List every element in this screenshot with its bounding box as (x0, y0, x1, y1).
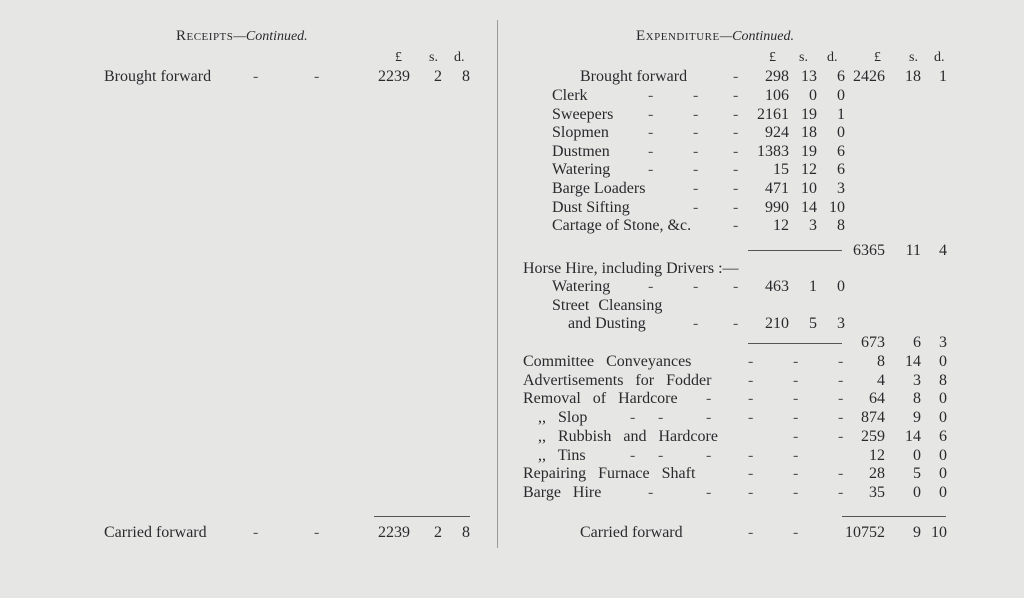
exp-cf-pence: 10 (931, 524, 947, 541)
expense-shillings: 0 (809, 87, 817, 104)
leader-dash: - (733, 278, 739, 295)
item-pounds: 28 (869, 465, 885, 483)
item-pounds: 874 (861, 409, 885, 427)
leader-dash: - (838, 465, 844, 483)
item-shillings: 14 (905, 353, 921, 370)
leader-dash: - (793, 371, 799, 389)
leader-dash: - (648, 161, 654, 179)
receipts-bf-pounds: 2239 (378, 68, 410, 85)
item-pounds: 12 (869, 446, 885, 464)
item-pence: 0 (939, 390, 947, 408)
leader-dash: - (793, 483, 799, 501)
exp-cf-pounds: 10752 (845, 524, 885, 541)
leader-dash: - (838, 353, 844, 370)
and-dusting-label: and Dusting (568, 315, 646, 332)
exp-bf-total-shillings: 18 (905, 68, 921, 85)
item-shillings: 8 (913, 390, 921, 408)
expenditure-carried-forward-label: Carried forward (580, 524, 683, 541)
item-pounds: 259 (861, 427, 885, 445)
item-label: Repairing Furnace Shaft (523, 465, 696, 483)
leader-dash: - (658, 446, 664, 464)
expense-shillings: 18 (801, 124, 817, 142)
horse-watering-label: Watering (552, 278, 611, 295)
leader-dash: - (314, 68, 320, 85)
receipts-rule (374, 516, 470, 517)
expense-label: Dustmen (552, 142, 610, 160)
expenditure-unit-pounds: £ (769, 50, 776, 65)
leader-dash: - (630, 446, 636, 464)
leader-dash: - (253, 68, 259, 85)
leader-dash: - (630, 409, 636, 427)
leader-dash: - (693, 180, 699, 197)
leader-dash: - (648, 278, 654, 295)
expenditure-unit-shillings-total: s. (909, 50, 918, 65)
leader-dash: - (748, 524, 754, 541)
leader-dash: - (748, 446, 754, 464)
group2-total-pence: 3 (939, 334, 947, 351)
item-pounds: 4 (877, 371, 885, 389)
leader-dash: - (793, 390, 799, 408)
receipts-bf-pence: 8 (462, 68, 470, 85)
receipts-cf-pounds: 2239 (378, 524, 410, 541)
item-pounds: 35 (869, 483, 885, 501)
expense-label: Barge Loaders (552, 180, 646, 197)
leader-dash: - (733, 180, 739, 197)
group1-total-shillings: 11 (905, 242, 921, 259)
leader-dash: - (748, 353, 754, 370)
horse-watering-shillings: 1 (809, 278, 817, 295)
leader-dash: - (253, 524, 259, 541)
exp-bf-total-pounds: 2426 (853, 68, 885, 85)
receipts-bf-shillings: 2 (434, 68, 442, 85)
receipts-cf-shillings: 2 (434, 524, 442, 541)
expense-label: Dust Sifting (552, 198, 630, 216)
horse-hire-heading: Horse Hire, including Drivers :— (523, 260, 739, 277)
receipts-brought-forward-label: Brought forward (104, 68, 212, 85)
and-dusting-pence: 3 (837, 315, 845, 332)
item-label: Removal of Hardcore (523, 390, 678, 408)
item-pence: 0 (939, 446, 947, 464)
expense-label: Sweepers (552, 105, 614, 123)
expenditure-unit-pence: d. (827, 50, 838, 65)
leader-dash: - (693, 198, 699, 216)
and-dusting-pounds: 210 (765, 315, 789, 332)
item-pence: 0 (939, 465, 947, 483)
item-label: Committee Conveyances (523, 353, 692, 370)
expense-pounds: 2161 (757, 105, 789, 123)
leader-dash: - (648, 105, 654, 123)
expenditure-header (636, 27, 794, 46)
item-shillings: 3 (913, 371, 921, 389)
group1-total-pounds: 6365 (853, 242, 885, 259)
expense-pence: 3 (837, 180, 845, 197)
leader-dash: - (838, 371, 844, 389)
leader-dash: - (733, 87, 739, 104)
leader-dash: - (748, 409, 754, 427)
receipts-unit-pounds: £ (395, 50, 402, 65)
leader-dash: - (733, 68, 739, 85)
receipts-header-caps: Receipts (176, 28, 234, 44)
expense-pounds: 471 (765, 180, 789, 197)
leader-dash: - (693, 124, 699, 142)
expense-pence: 6 (837, 161, 845, 179)
leader-dash: - (658, 409, 664, 427)
item-pounds: 8 (877, 353, 885, 370)
item-shillings: 14 (905, 427, 921, 445)
item-shillings: 0 (913, 446, 921, 464)
expenditure-header-italic: —Continued. (719, 29, 794, 44)
group2-total-pounds: 673 (861, 334, 885, 351)
expense-shillings: 12 (801, 161, 817, 179)
expense-label: Slopmen (552, 124, 609, 142)
leader-dash: - (793, 427, 799, 445)
receipts-cf-pence: 8 (462, 524, 470, 541)
leader-dash: - (648, 483, 654, 501)
leader-dash: - (793, 353, 799, 370)
leader-dash: - (733, 198, 739, 216)
leader-dash: - (693, 142, 699, 160)
leader-dash: - (748, 390, 754, 408)
leader-dash: - (793, 446, 799, 464)
group1-rule (748, 250, 842, 251)
expense-shillings: 14 (801, 198, 817, 216)
leader-dash: - (648, 124, 654, 142)
expense-pence: 0 (837, 87, 845, 104)
leader-dash: - (706, 446, 712, 464)
expense-pounds: 12 (773, 217, 789, 235)
leader-dash: - (733, 105, 739, 123)
item-label: ,, Tins (538, 446, 586, 464)
leader-dash: - (748, 465, 754, 483)
exp-cf-shillings: 9 (913, 524, 921, 541)
exp-bf-total-pence: 1 (939, 68, 947, 85)
expense-pence: 0 (837, 124, 845, 142)
and-dusting-shillings: 5 (809, 315, 817, 332)
leader-dash: - (693, 315, 699, 332)
leader-dash: - (693, 161, 699, 179)
item-pence: 8 (939, 371, 947, 389)
expense-pounds: 924 (765, 124, 789, 142)
receipts-unit-pence: d. (454, 50, 465, 65)
receipts-unit-shillings: s. (429, 50, 438, 65)
horse-watering-pounds: 463 (765, 278, 789, 295)
receipts-header-italic: —Continued. (233, 29, 308, 44)
leader-dash: - (733, 161, 739, 179)
expense-label: Cartage of Stone, &c. (552, 217, 692, 235)
leader-dash: - (838, 427, 844, 445)
group1-total-pence: 4 (939, 242, 947, 259)
expenditure-header-caps: Expenditure (636, 28, 720, 44)
item-pence: 0 (939, 353, 947, 370)
item-pence: 0 (939, 483, 947, 501)
item-pence: 6 (939, 427, 947, 445)
leader-dash: - (733, 217, 739, 235)
exp-bf-pounds: 298 (765, 68, 789, 85)
column-divider (497, 20, 498, 548)
street-cleansing-label: Street Cleansing (552, 297, 663, 314)
leader-dash: - (838, 390, 844, 408)
expense-pence: 10 (829, 198, 845, 216)
leader-dash: - (706, 390, 712, 408)
leader-dash: - (693, 87, 699, 104)
expense-pence: 1 (837, 105, 845, 123)
leader-dash: - (733, 124, 739, 142)
item-shillings: 9 (913, 409, 921, 427)
group2-rule (748, 343, 842, 344)
item-label: Advertisements for Fodder (523, 371, 712, 389)
expenditure-unit-shillings: s. (799, 50, 808, 65)
item-label: ,, Rubbish and Hardcore (538, 427, 718, 445)
expense-pence: 6 (837, 142, 845, 160)
item-shillings: 0 (913, 483, 921, 501)
item-shillings: 5 (913, 465, 921, 483)
item-label: Barge Hire (523, 483, 602, 501)
leader-dash: - (748, 371, 754, 389)
expenditure-unit-pounds-total: £ (874, 50, 881, 65)
leader-dash: - (693, 105, 699, 123)
leader-dash: - (793, 524, 799, 541)
expense-label: Watering (552, 161, 611, 179)
leader-dash: - (748, 483, 754, 501)
expenditure-unit-pence-total: d. (934, 50, 945, 65)
leader-dash: - (838, 409, 844, 427)
leader-dash: - (793, 409, 799, 427)
leader-dash: - (648, 142, 654, 160)
expense-pounds: 1383 (757, 142, 789, 160)
leader-dash: - (838, 483, 844, 501)
leader-dash: - (706, 483, 712, 501)
expense-shillings: 10 (801, 180, 817, 197)
expenditure-brought-forward-label: Brought forward (580, 68, 688, 85)
expense-label: Clerk (552, 87, 588, 104)
expense-shillings: 19 (801, 142, 817, 160)
horse-watering-pence: 0 (837, 278, 845, 295)
expenditure-total-rule (842, 516, 946, 517)
expense-pounds: 106 (765, 87, 789, 104)
expense-pence: 8 (837, 217, 845, 235)
expense-pounds: 15 (773, 161, 789, 179)
leader-dash: - (648, 87, 654, 104)
exp-bf-shillings: 13 (801, 68, 817, 85)
expense-shillings: 19 (801, 105, 817, 123)
item-pounds: 64 (869, 390, 885, 408)
leader-dash: - (793, 465, 799, 483)
expense-shillings: 3 (809, 217, 817, 235)
receipts-carried-forward-label: Carried forward (104, 524, 207, 541)
leader-dash: - (733, 315, 739, 332)
leader-dash: - (733, 142, 739, 160)
leader-dash: - (314, 524, 320, 541)
exp-bf-pence: 6 (837, 68, 845, 85)
receipts-header (176, 27, 308, 46)
leader-dash: - (693, 278, 699, 295)
expense-pounds: 990 (765, 198, 789, 216)
leader-dash: - (706, 409, 712, 427)
item-pence: 0 (939, 409, 947, 427)
group2-total-shillings: 6 (913, 334, 921, 351)
item-label: ,, Slop (538, 409, 588, 427)
